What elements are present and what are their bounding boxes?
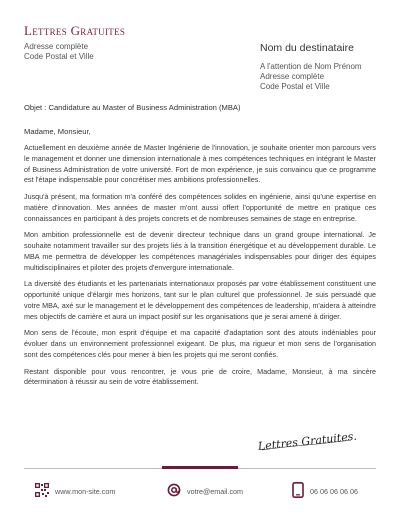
- footer-email-text[interactable]: votre@email.com: [187, 487, 244, 496]
- footer-divider-accent: [162, 466, 238, 469]
- footer-email[interactable]: [167, 484, 243, 500]
- footer: [0, 484, 400, 504]
- recipient-city: Code Postal et Ville: [260, 82, 330, 91]
- smartphone-icon: [292, 482, 304, 503]
- letter-object: Objet : Candidature au Master of Business Administration (MBA): [24, 103, 241, 112]
- recipient-name: Nom du destinataire: [260, 42, 354, 54]
- paragraph-ambition: Mon ambition professionnelle est de devenir directeur technique dans un grand groupe international. Je souhaite notamment travailler sur des projets liés à la transition énergétique et au développement durable. Le MBA me permettra de développer les compétences managériales indispensables pour diriger des équipes multidisciplinaires et piloter des projets d'envergure internationale.: [24, 230, 376, 272]
- recipient-attention: A l'attention de Nom Prénom: [260, 62, 362, 71]
- paragraph-intro: Actuellement en deuxième année de Master Ingénierie de l'innovation, je souhaite orienter mon parcours vers le management et donner une dimension internationale à mes compétences techniques en intégrant le Master of Business Administration de votre université. Fort de mon expérience, je suis convaincu que ce programme est l'étape indispensable pour concrétiser mes ambitions professionnelles.: [24, 143, 376, 185]
- paragraph-diversity: La diversité des étudiants et les partenariats internationaux proposés par votre établissement constituent une opportunité unique d'élargir mes horizons, tant sur le plan culturel que professionnel. Je suis persuadé que votre MBA, axé sur le management et le développement des compétences de leadership, m'aidera à atteindre mes objectifs de carrière et aura un impact positif sur les organisations que je serai amené à diriger.: [24, 279, 376, 321]
- sender-address: Adresse complète: [24, 42, 89, 52]
- footer-website[interactable]: [35, 484, 115, 500]
- signature-text: Lettres Gratuites.: [257, 429, 358, 453]
- signature-image: [256, 426, 366, 456]
- sender-brand: Lettres Gratuites: [24, 23, 126, 38]
- sender-block: [24, 24, 224, 62]
- footer-phone[interactable]: [292, 484, 358, 500]
- paragraph-closing: Restant disponible pour vous rencontrer, je vous prie de croire, Madame, Monsieur, à ma sincère détermination à réussir au sein de votre établissement.: [24, 366, 376, 387]
- recipient-block: [260, 42, 390, 92]
- salutation: Madame, Monsieur,: [24, 127, 91, 136]
- footer-phone-text[interactable]: 06 06 06 06 06: [310, 487, 358, 496]
- qr-code-icon: [35, 483, 49, 502]
- letter-body: [24, 143, 376, 394]
- footer-website-text[interactable]: www.mon-site.com: [55, 487, 116, 496]
- paragraph-training: Jusqu'à présent, ma formation m'a conféré des compétences solides en ingénierie, ainsi qu'une expertise en matière d'innovation. Mes années de master m'ont aussi offert l'opportunité de mettre en pratique ces connaissances en participant à des projets concrets et de nombreuses semaines de stage en entreprise.: [24, 192, 376, 223]
- at-sign-icon: [167, 483, 181, 502]
- sender-city: Code Postal et Ville: [24, 52, 94, 62]
- recipient-address: Adresse complète: [260, 72, 325, 81]
- paragraph-qualities: Mon sens de l'écoute, mon esprit d'équipe et ma capacité d'adaptation sont des atouts indéniables pour évoluer dans un environnement professionnel exigeant. De plus, ma rigueur et mon sens de l'organisation sont des compétences clés pour mener à bien les projets qui me seront confiés.: [24, 328, 376, 359]
- signature: [256, 426, 366, 456]
